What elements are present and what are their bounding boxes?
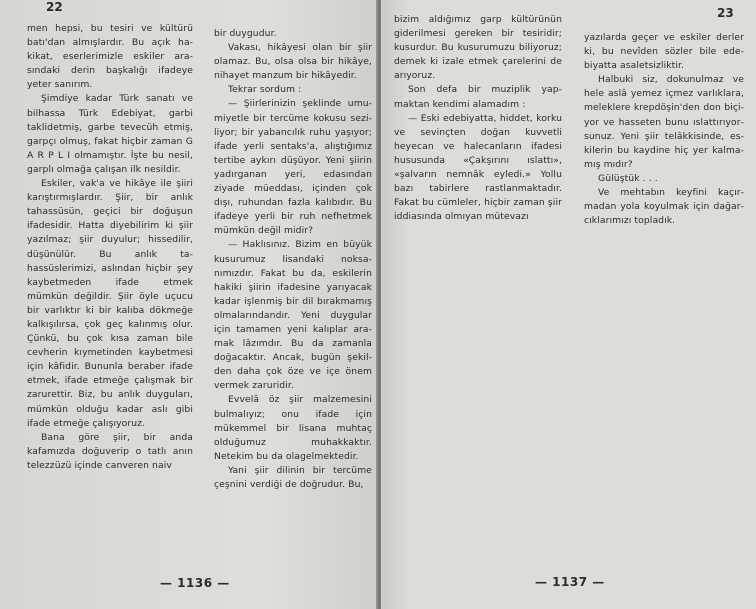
paragraph: bir duygudur. bbox=[214, 28, 277, 39]
paragraph: bizim aldığımız garp kültürünün giderilmesi gereken bir tesiridir; kusurdur. Bu kusurumuzu biliyoruz; demek ki izale etmek çarelerini de arıyoruz. bbox=[394, 14, 562, 82]
paragraph: — Şiirlerinizin şeklinde umumiyetle bir tercüme kokusu seziliyor; bir yabancılık ruhu yaşıyor; ifade yerli sentaks'a, alıştığımız tertibe aykırı düşüyor. Yeni şiirin yadırganan yeri, edasından ziyade müeddası, içinden çok dışı, ruhundan fazla kalıbıdır. Bu ifadeye yerli bir ruh nefhetmek mümkün değil midir? bbox=[214, 98, 372, 237]
paragraph: — Haklısınız. Bizim en büyük kusurumuz lisandaki noksanımızdır. Fakat bu da, eskilerin hakiki şiirin ifadesine yarıyacak kadar işlenmiş bir dil bırakmamış olmalarındandır. Yeni duygular için tamamen yeni kalıplar aramak lâzımdır. Bu da zamanla doğacaktır. Ancak, bugün şekilden daha çok öze ve içe önem vermek zaruridir. bbox=[214, 239, 372, 392]
paragraph: Evvelâ öz şiir malzemesini bulmalıyız; onu ifade için mükemmel bir lisana muhtaç olduğumuz muhakkaktır. Netekim bu da olagelmektedir. bbox=[214, 394, 372, 462]
paragraph: Şimdiye kadar Türk sanatı ve bilhassa Türk Edebiyat, garbi taklidetmiş, garbe tevecüh etmiş, garpçı olmuş, fakat hiçbir zaman G A R P L I olmamıştır. İşte bu nesil, garplı olmağa çalışan ilk nesildir. bbox=[27, 93, 193, 175]
paragraph: Bana göre şiir, bir anda kafamızda doğuverip o tatlı anın telezzüzü içinde canveren naiv bbox=[27, 431, 193, 471]
paragraph: Yani şiir dilinin bir tercüme çeşnini verdiği de doğrudur. Bu, bbox=[214, 464, 372, 490]
left-column-1 bbox=[27, 22, 193, 473]
right-page bbox=[381, 0, 756, 609]
paragraph: Ve mehtabın keyfini kaçırmadan yola koyulmak için dağarcıklarımızı topladık. bbox=[584, 187, 744, 227]
right-folio: — 1137 — bbox=[535, 575, 605, 589]
paragraph: men hepsi, bu tesiri ve kültürü batı'dan almışlardır. Bu açık hakikat, eserlerimizle eskiler arasındaki derin başkalığı ifadeye yeter sanırım. bbox=[27, 23, 193, 91]
left-header-number: 22 bbox=[46, 0, 63, 14]
paragraph: Halbuki siz, dokunulmaz ve hele aslâ yemez içmez varlıklara, meleklere krepdöşin'den don biçiyor ve hasseten bunu ıslattırıyorsunuz. Yeni şiir telâkkisinde, eskilerin bu kaydine hiç yer kalmamış mıdır? bbox=[584, 74, 744, 170]
right-column-2 bbox=[584, 31, 744, 228]
paragraph: yazılarda geçer ve eskiler derler ki, bu nevîden sözler bile edebiyatta asaletsizliktir. bbox=[584, 32, 744, 72]
paragraph: Son defa bir muziplik yapmaktan kendimi alamadım : bbox=[394, 84, 562, 110]
left-folio: — 1136 — bbox=[160, 576, 230, 590]
paragraph: Gülüştük . . . bbox=[598, 172, 658, 184]
left-column-2 bbox=[214, 27, 372, 492]
right-column-1 bbox=[394, 13, 562, 224]
paragraph: — Eski edebiyatta, hiddet, korku ve sevinçten doğan kuvvetli heyecan ve halecanların ifadesi hususunda «Çakşırını ıslattı», «şalvarın nemnâk eyledi.» Yollu bazı tabirlere rastlanmaktadır. Fakat bu cümleler, hiçbir zaman şiir iddiasında olmıyan mütevazı bbox=[394, 112, 562, 223]
right-header-number: 23 bbox=[717, 6, 734, 20]
paragraph: Eskiler, vak'a ve hikâye ile şiiri karıştırmışlardır. Şiir, bir anlık tahassüsün, geçici bir doğuşun ifadesidir. Hatta diyebilirim ki şiir yazılmaz; şiir duyulur; hissedilir, düşünülür. Bu anlık tahassüslerimizi, aslından hiçbir şey kaybetmeden ifade etmek mümkün değildir. Şiir öyle uçucu bir varlıktır ki bir kalıba dökmeğe kalkışılırsa, çok geç kalınmış olur. Çünkü, bu çok kısa zaman bile cevherin kıymetinden kaybetmesi için kâfidir. Bununla beraber ifade etmek, ifade etmeğe çalışmak bir zarurettir. Biz, bu anlık duyguları, mümkün olduğu kadar aslı gibi ifade etmeğe çalışıyoruz. bbox=[27, 178, 193, 429]
paragraph: Vakası, hikâyesi olan bir şiir olamaz. Bu, olsa olsa bir hikâye, nihayet manzum bir hikâyedir. bbox=[214, 42, 372, 82]
paragraph: Tekrar sordum : bbox=[228, 84, 302, 96]
